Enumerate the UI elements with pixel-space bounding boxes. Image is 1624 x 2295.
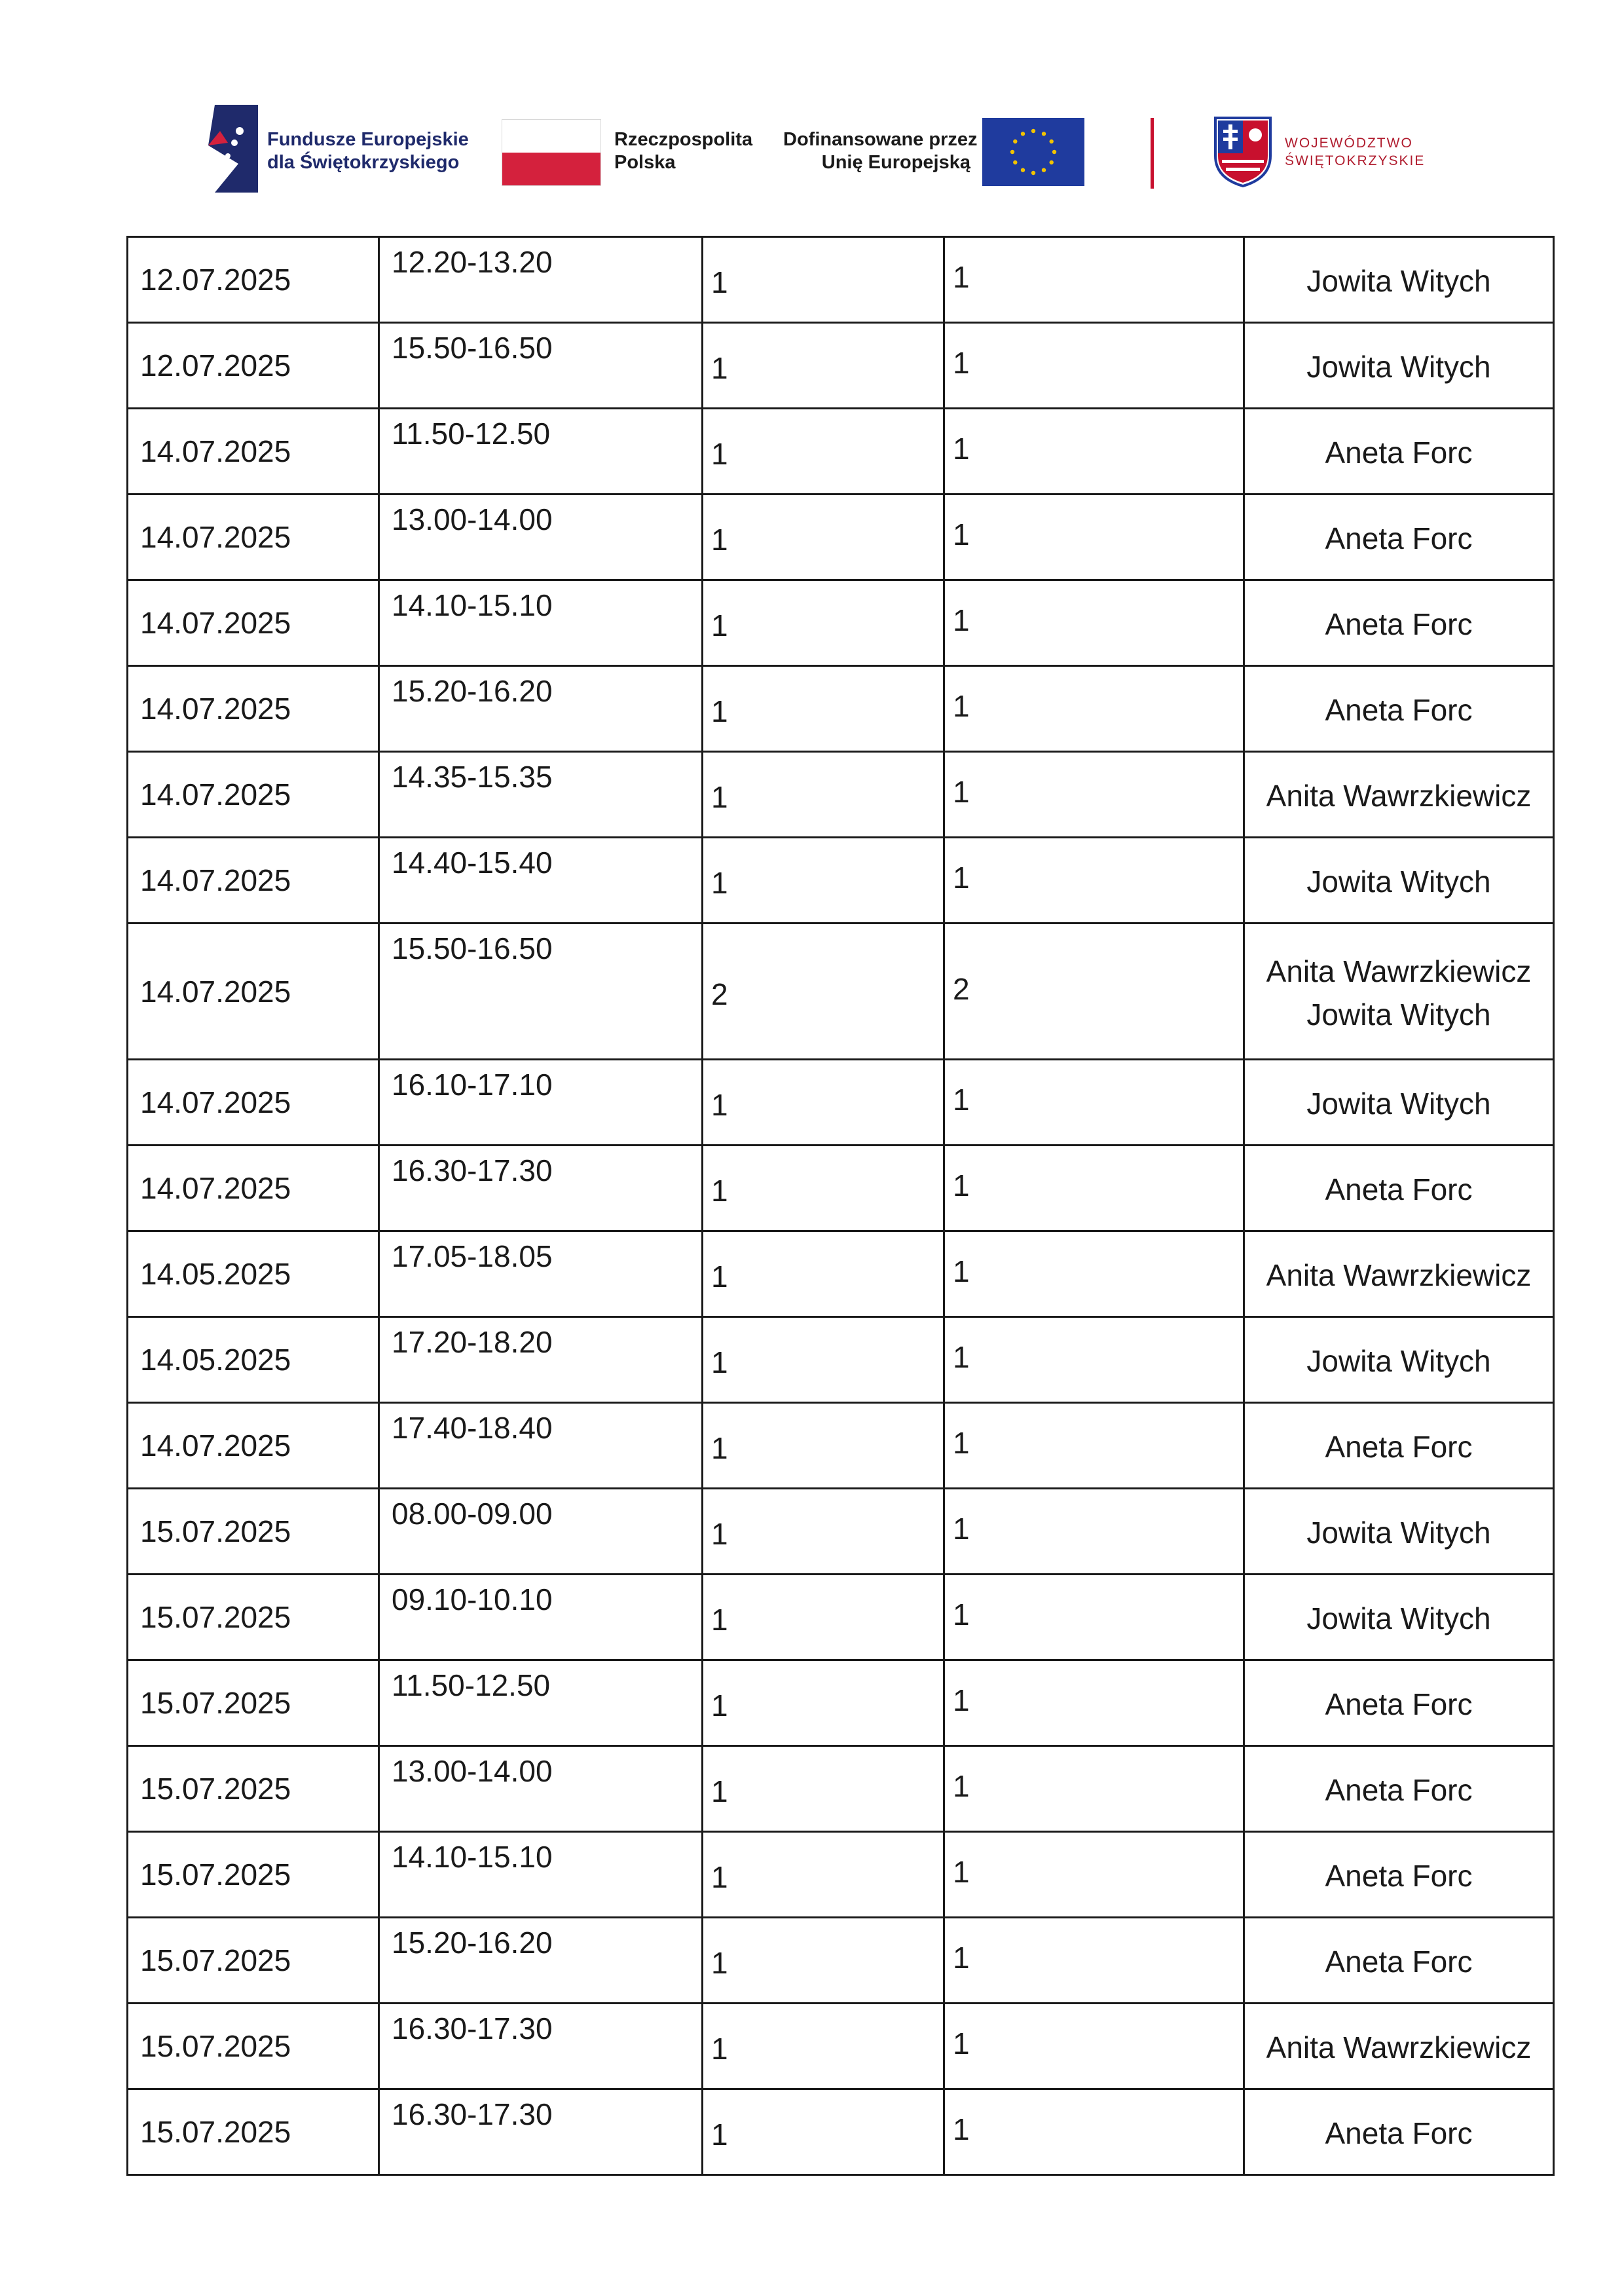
count-cell-1-text: 1 (711, 1431, 728, 1465)
date-cell (128, 1575, 379, 1660)
count-cell-1-text: 1 (711, 1946, 728, 1980)
table-row (128, 2089, 1554, 2175)
count-cell-1 (703, 1746, 944, 1832)
count-cell-1-text: 1 (711, 523, 728, 557)
date-cell-text: 14.07.2025 (140, 1428, 291, 1463)
count-cell-2 (944, 1746, 1244, 1832)
time-cell-text: 14.35-15.35 (392, 760, 553, 794)
date-cell (128, 323, 379, 409)
count-cell-1-text: 1 (711, 1774, 728, 1808)
date-cell (128, 2004, 379, 2089)
count-cell-1-text: 1 (711, 608, 728, 643)
wojewodztwo-crest-icon (1213, 115, 1273, 189)
time-cell (379, 1832, 703, 1918)
count-cell-2 (944, 838, 1244, 924)
time-cell-text: 11.50-12.50 (392, 417, 551, 451)
count-cell-2-text: 1 (953, 2026, 970, 2061)
time-cell (379, 1746, 703, 1832)
count-cell-1-text: 1 (711, 866, 728, 900)
date-cell-text: 14.07.2025 (140, 1085, 291, 1119)
date-cell-text: 14.07.2025 (140, 1171, 291, 1205)
count-cell-1 (703, 838, 944, 924)
person-cell (1244, 1403, 1554, 1489)
count-cell-1 (703, 1060, 944, 1146)
person-cell (1244, 1832, 1554, 1918)
count-cell-2 (944, 237, 1244, 323)
time-cell-text: 13.00-14.00 (392, 1754, 553, 1788)
time-cell-text: 15.20-16.20 (392, 1926, 553, 1960)
time-cell-text: 17.05-18.05 (392, 1239, 553, 1273)
count-cell-2 (944, 323, 1244, 409)
schedule-table-body (128, 237, 1554, 2175)
count-cell-2-text: 1 (953, 603, 970, 637)
person-cell (1244, 1146, 1554, 1231)
time-cell (379, 580, 703, 666)
count-cell-2 (944, 2004, 1244, 2089)
count-cell-1 (703, 1489, 944, 1575)
person-cell (1244, 494, 1554, 580)
table-row (128, 1918, 1554, 2004)
date-cell (128, 1489, 379, 1575)
time-cell (379, 1403, 703, 1489)
count-cell-2 (944, 1489, 1244, 1575)
time-cell (379, 1918, 703, 2004)
person-cell (1244, 666, 1554, 752)
table-row (128, 1317, 1554, 1403)
count-cell-1 (703, 666, 944, 752)
count-cell-1 (703, 1403, 944, 1489)
count-cell-1-text: 1 (711, 2118, 728, 2152)
count-cell-2 (944, 1060, 1244, 1146)
count-cell-2-text: 1 (953, 689, 970, 723)
person-cell (1244, 1317, 1554, 1403)
time-cell-text: 13.00-14.00 (392, 502, 553, 536)
time-cell (379, 1317, 703, 1403)
count-cell-1-text: 1 (711, 1088, 728, 1122)
count-cell-2-text: 1 (953, 1683, 970, 1717)
time-cell-text: 17.20-18.20 (392, 1325, 553, 1359)
count-cell-2 (944, 494, 1244, 580)
table-row (128, 323, 1554, 409)
date-cell-text: 12.07.2025 (140, 263, 291, 297)
person-cell (1244, 323, 1554, 409)
date-cell (128, 237, 379, 323)
date-cell (128, 752, 379, 838)
time-cell (379, 1489, 703, 1575)
date-cell-text: 12.07.2025 (140, 348, 291, 382)
date-cell-text: 14.07.2025 (140, 777, 291, 812)
time-cell (379, 2089, 703, 2175)
count-cell-1-text: 1 (711, 780, 728, 814)
time-cell-text: 14.10-15.10 (392, 1840, 553, 1874)
count-cell-2-text: 1 (953, 432, 970, 466)
count-cell-2-text: 1 (953, 1769, 970, 1803)
person-cell (1244, 1660, 1554, 1746)
person-cell (1244, 2004, 1554, 2089)
date-cell-text: 14.07.2025 (140, 863, 291, 897)
person-name: Aneta Forc (1325, 607, 1473, 641)
count-cell-1-text: 1 (711, 1259, 728, 1294)
table-row (128, 1489, 1554, 1575)
date-cell-text: 15.07.2025 (140, 1772, 291, 1806)
count-cell-2-text: 1 (953, 1512, 970, 1546)
person-cell (1244, 924, 1554, 1060)
count-cell-1 (703, 2004, 944, 2089)
count-cell-2-text: 1 (953, 1426, 970, 1460)
person-name: Jowita Witych (1306, 1516, 1491, 1550)
date-cell (128, 494, 379, 580)
person-name: Jowita Witych (1306, 1087, 1491, 1121)
count-cell-2-text: 1 (953, 1254, 970, 1288)
time-cell-text: 14.10-15.10 (392, 588, 553, 622)
date-cell-text: 14.05.2025 (140, 1343, 291, 1377)
count-cell-2-text: 2 (953, 971, 970, 1006)
time-cell-text: 16.30-17.30 (392, 2097, 553, 2131)
count-cell-1-text: 1 (711, 1860, 728, 1894)
count-cell-1-text: 1 (711, 1345, 728, 1379)
time-cell (379, 1146, 703, 1231)
date-cell-text: 15.07.2025 (140, 1857, 291, 1892)
time-cell (379, 1060, 703, 1146)
count-cell-2 (944, 580, 1244, 666)
person-cell (1244, 1575, 1554, 1660)
count-cell-1-text: 1 (711, 1174, 728, 1208)
count-cell-2-text: 1 (953, 1941, 970, 1975)
person-name: Jowita Witych (1306, 997, 1491, 1032)
count-cell-2 (944, 1918, 1244, 2004)
count-cell-2 (944, 1575, 1244, 1660)
eu-cofunded-logo-text: Dofinansowane przez Unię Europejską (783, 129, 978, 173)
schedule-table-wrapper (126, 236, 1555, 2176)
count-cell-2-text: 1 (953, 517, 970, 551)
eu-flag-icon (982, 118, 1084, 186)
time-cell (379, 494, 703, 580)
count-cell-1 (703, 752, 944, 838)
count-cell-2 (944, 1832, 1244, 1918)
person-cell (1244, 1918, 1554, 2004)
person-name: Anita Wawrzkiewicz (1266, 1258, 1532, 1292)
count-cell-2-text: 1 (953, 1597, 970, 1632)
logo-bar (0, 0, 1624, 210)
time-cell-text: 09.10-10.10 (392, 1582, 553, 1616)
person-name: Anita Wawrzkiewicz (1266, 954, 1532, 988)
count-cell-1 (703, 1575, 944, 1660)
table-row (128, 1146, 1554, 1231)
date-cell (128, 838, 379, 924)
person-name: Aneta Forc (1325, 693, 1473, 727)
person-name: Aneta Forc (1325, 436, 1473, 470)
time-cell-text: 17.40-18.40 (392, 1411, 553, 1445)
person-name: Aneta Forc (1325, 521, 1473, 555)
person-name: Jowita Witych (1306, 1601, 1491, 1635)
table-row (128, 1060, 1554, 1146)
date-cell-text: 15.07.2025 (140, 1943, 291, 1977)
count-cell-1 (703, 1832, 944, 1918)
rzeczpospolita-polska-logo-text: Rzeczpospolita Polska (614, 129, 753, 173)
date-cell-text: 14.07.2025 (140, 434, 291, 468)
time-cell (379, 1575, 703, 1660)
date-cell (128, 1403, 379, 1489)
count-cell-1 (703, 1660, 944, 1746)
date-cell-text: 15.07.2025 (140, 2029, 291, 2063)
person-name: Aneta Forc (1325, 1172, 1473, 1206)
date-cell-text: 15.07.2025 (140, 1514, 291, 1548)
person-cell (1244, 2089, 1554, 2175)
person-cell (1244, 1746, 1554, 1832)
count-cell-2 (944, 1146, 1244, 1231)
time-cell-text: 16.10-17.10 (392, 1068, 553, 1102)
count-cell-1-text: 1 (711, 1517, 728, 1551)
wojewodztwo-swietokrzyskie-logo-text: WOJEWÓDZTWO ŚWIĘTOKRZYSKIE (1285, 136, 1426, 168)
polish-flag-icon (502, 119, 601, 186)
count-cell-2-text: 1 (953, 260, 970, 294)
count-cell-1 (703, 323, 944, 409)
person-name: Aneta Forc (1325, 1430, 1473, 1464)
time-cell (379, 2004, 703, 2089)
date-cell-text: 14.07.2025 (140, 692, 291, 726)
count-cell-1-text: 2 (711, 977, 728, 1011)
count-cell-1 (703, 409, 944, 494)
count-cell-2 (944, 1660, 1244, 1746)
count-cell-1 (703, 1231, 944, 1317)
date-cell (128, 580, 379, 666)
count-cell-2-text: 1 (953, 2112, 970, 2146)
count-cell-1 (703, 237, 944, 323)
count-cell-2 (944, 752, 1244, 838)
person-name: Aneta Forc (1325, 1687, 1473, 1721)
table-row (128, 752, 1554, 838)
person-name: Anita Wawrzkiewicz (1266, 2030, 1532, 2064)
fundusze-europejskie-logo-text: Fundusze Europejskie dla Świętokrzyskiego (267, 129, 469, 173)
time-cell (379, 409, 703, 494)
time-cell (379, 838, 703, 924)
time-cell (379, 323, 703, 409)
time-cell-text: 15.20-16.20 (392, 674, 553, 708)
person-name: Jowita Witych (1306, 350, 1491, 384)
count-cell-2 (944, 1403, 1244, 1489)
date-cell (128, 1832, 379, 1918)
person-name: Anita Wawrzkiewicz (1266, 779, 1532, 813)
time-cell (379, 237, 703, 323)
count-cell-2-text: 1 (953, 1855, 970, 1889)
person-cell (1244, 838, 1554, 924)
count-cell-1-text: 1 (711, 2032, 728, 2066)
date-cell-text: 14.05.2025 (140, 1257, 291, 1291)
table-row (128, 494, 1554, 580)
person-name: Jowita Witych (1306, 1344, 1491, 1378)
time-cell (379, 1231, 703, 1317)
time-cell-text: 15.50-16.50 (392, 331, 553, 365)
date-cell-text: 15.07.2025 (140, 2115, 291, 2149)
count-cell-2-text: 1 (953, 1340, 970, 1374)
person-name: Aneta Forc (1325, 1859, 1473, 1893)
count-cell-1-text: 1 (711, 1689, 728, 1723)
person-name: Jowita Witych (1306, 264, 1491, 298)
time-cell (379, 666, 703, 752)
time-cell-text: 11.50-12.50 (392, 1668, 551, 1702)
date-cell (128, 1231, 379, 1317)
count-cell-2 (944, 1231, 1244, 1317)
person-name: Jowita Witych (1306, 865, 1491, 899)
count-cell-1-text: 1 (711, 265, 728, 299)
logo-separator (1151, 118, 1154, 189)
person-name: Aneta Forc (1325, 2116, 1473, 2150)
person-name: Aneta Forc (1325, 1945, 1473, 1979)
count-cell-1 (703, 1146, 944, 1231)
table-row (128, 1832, 1554, 1918)
schedule-table (126, 236, 1555, 2176)
date-cell (128, 2089, 379, 2175)
count-cell-2-text: 1 (953, 861, 970, 895)
date-cell (128, 409, 379, 494)
count-cell-1 (703, 924, 944, 1060)
date-cell (128, 1317, 379, 1403)
count-cell-1 (703, 1918, 944, 2004)
count-cell-1-text: 1 (711, 1603, 728, 1637)
date-cell-text: 14.07.2025 (140, 606, 291, 640)
fundusze-europejskie-logo-icon (208, 105, 258, 193)
table-row (128, 1403, 1554, 1489)
count-cell-2 (944, 2089, 1244, 2175)
time-cell-text: 12.20-13.20 (392, 245, 553, 279)
count-cell-1 (703, 1317, 944, 1403)
count-cell-2-text: 1 (953, 1083, 970, 1117)
count-cell-2 (944, 1317, 1244, 1403)
date-cell (128, 1746, 379, 1832)
date-cell-text: 14.07.2025 (140, 520, 291, 554)
date-cell-text: 15.07.2025 (140, 1686, 291, 1720)
person-cell (1244, 1489, 1554, 1575)
person-cell (1244, 752, 1554, 838)
time-cell-text: 16.30-17.30 (392, 1153, 553, 1187)
table-row (128, 838, 1554, 924)
count-cell-1-text: 1 (711, 351, 728, 385)
time-cell-text: 08.00-09.00 (392, 1497, 553, 1531)
date-cell (128, 924, 379, 1060)
person-cell (1244, 409, 1554, 494)
date-cell (128, 1660, 379, 1746)
person-cell (1244, 580, 1554, 666)
table-row (128, 580, 1554, 666)
time-cell-text: 16.30-17.30 (392, 2011, 553, 2045)
count-cell-2-text: 1 (953, 775, 970, 809)
table-row (128, 237, 1554, 323)
person-cell (1244, 237, 1554, 323)
table-row (128, 1575, 1554, 1660)
time-cell (379, 924, 703, 1060)
count-cell-1-text: 1 (711, 694, 728, 728)
date-cell-text: 15.07.2025 (140, 1600, 291, 1634)
table-row (128, 1746, 1554, 1832)
date-cell (128, 666, 379, 752)
count-cell-1 (703, 494, 944, 580)
person-cell (1244, 1060, 1554, 1146)
person-name: Aneta Forc (1325, 1773, 1473, 1807)
time-cell-text: 14.40-15.40 (392, 846, 553, 880)
table-row (128, 666, 1554, 752)
count-cell-1 (703, 2089, 944, 2175)
count-cell-1-text: 1 (711, 437, 728, 471)
time-cell (379, 752, 703, 838)
date-cell (128, 1918, 379, 2004)
count-cell-2-text: 1 (953, 346, 970, 380)
time-cell-text: 15.50-16.50 (392, 931, 553, 965)
table-row (128, 924, 1554, 1060)
date-cell-text: 14.07.2025 (140, 974, 291, 1009)
count-cell-2-text: 1 (953, 1168, 970, 1203)
count-cell-2 (944, 924, 1244, 1060)
person-cell (1244, 1231, 1554, 1317)
table-row (128, 409, 1554, 494)
count-cell-1 (703, 580, 944, 666)
count-cell-2 (944, 409, 1244, 494)
table-row (128, 1231, 1554, 1317)
date-cell (128, 1060, 379, 1146)
count-cell-2 (944, 666, 1244, 752)
date-cell (128, 1146, 379, 1231)
table-row (128, 2004, 1554, 2089)
time-cell (379, 1660, 703, 1746)
table-row (128, 1660, 1554, 1746)
